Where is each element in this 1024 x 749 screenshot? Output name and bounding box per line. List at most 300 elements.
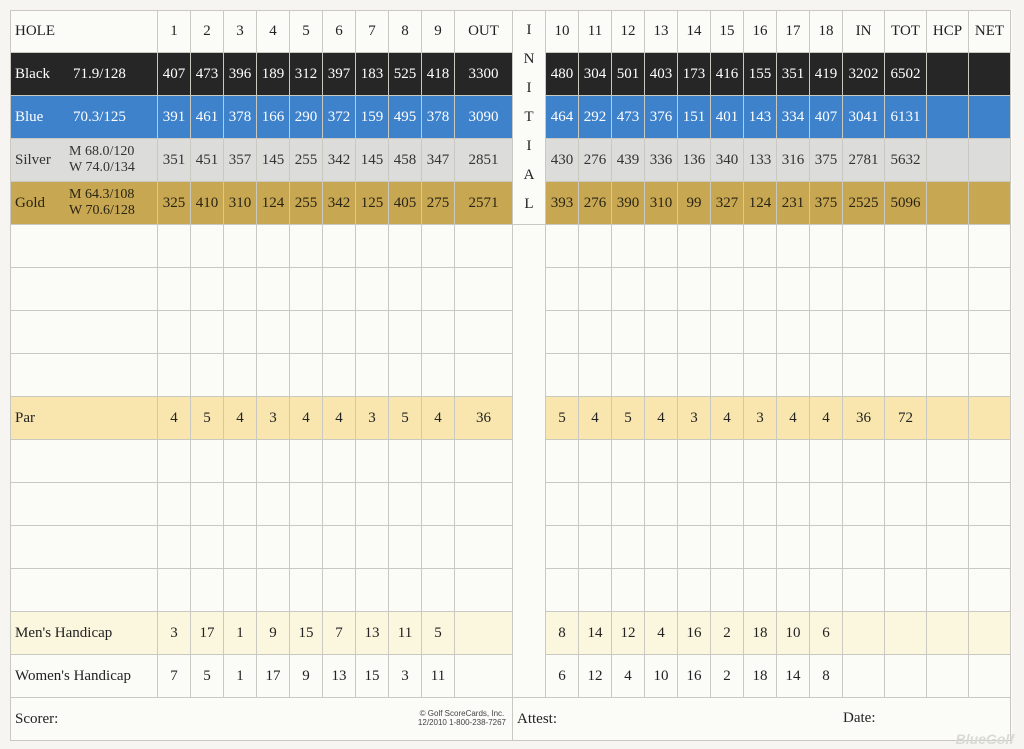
score-cell[interactable] xyxy=(885,526,927,569)
initial-letter: L xyxy=(524,196,534,212)
score-cell[interactable] xyxy=(579,268,612,311)
score-cell[interactable] xyxy=(843,569,885,612)
score-cell[interactable] xyxy=(843,440,885,483)
score-cell[interactable] xyxy=(290,268,323,311)
score-cell[interactable] xyxy=(711,311,744,354)
yardage: 143 xyxy=(744,96,777,139)
score-cell[interactable] xyxy=(11,354,158,397)
score-cell[interactable] xyxy=(356,225,389,268)
score-cell[interactable] xyxy=(224,225,257,268)
tee-row-blue xyxy=(11,96,1011,139)
tee-label xyxy=(11,96,158,139)
net-cell xyxy=(969,53,1011,96)
score-cell[interactable] xyxy=(356,440,389,483)
score-cell[interactable] xyxy=(744,569,777,612)
tee-row-gold xyxy=(11,182,1011,225)
score-cell[interactable] xyxy=(927,569,969,612)
score-cell[interactable] xyxy=(810,354,843,397)
score-cell[interactable] xyxy=(777,311,810,354)
score-cell[interactable] xyxy=(422,440,455,483)
score-cell[interactable] xyxy=(744,354,777,397)
score-cell[interactable] xyxy=(389,526,422,569)
score-cell[interactable] xyxy=(777,569,810,612)
score-cell[interactable] xyxy=(927,483,969,526)
handicap-value: 12 xyxy=(579,655,612,698)
par-row xyxy=(11,397,1011,440)
yardage: 501 xyxy=(612,53,645,96)
score-cell[interactable] xyxy=(843,268,885,311)
score-cell[interactable] xyxy=(257,354,290,397)
score-cell[interactable] xyxy=(678,483,711,526)
score-cell[interactable] xyxy=(969,440,1011,483)
yardage: 372 xyxy=(323,96,356,139)
hole-number: 11 xyxy=(579,11,612,53)
score-cell[interactable] xyxy=(969,225,1011,268)
score-cell[interactable] xyxy=(422,483,455,526)
divider-gap xyxy=(513,440,546,483)
yardage: 276 xyxy=(579,182,612,225)
initial-column xyxy=(513,11,546,225)
yardage: 401 xyxy=(711,96,744,139)
empty-cell xyxy=(969,612,1011,655)
score-cell[interactable] xyxy=(323,268,356,311)
score-cell[interactable] xyxy=(579,569,612,612)
score-cell[interactable] xyxy=(158,354,191,397)
handicap-value: 17 xyxy=(257,655,290,698)
score-cell[interactable] xyxy=(969,311,1011,354)
hole-number: 3 xyxy=(224,11,257,53)
score-row xyxy=(11,440,1011,483)
hole-number: 9 xyxy=(422,11,455,53)
score-cell[interactable] xyxy=(612,526,645,569)
score-cell[interactable] xyxy=(579,440,612,483)
tee-name: Gold xyxy=(15,194,45,211)
score-cell[interactable] xyxy=(191,354,224,397)
score-cell[interactable] xyxy=(224,268,257,311)
yardage: 334 xyxy=(777,96,810,139)
tee-label xyxy=(11,182,158,225)
score-cell[interactable] xyxy=(356,483,389,526)
score-cell[interactable] xyxy=(777,268,810,311)
score-cell[interactable] xyxy=(290,483,323,526)
score-cell[interactable] xyxy=(455,526,513,569)
score-cell[interactable] xyxy=(969,268,1011,311)
score-cell[interactable] xyxy=(158,225,191,268)
score-row xyxy=(11,483,1011,526)
score-cell[interactable] xyxy=(546,268,579,311)
score-cell[interactable] xyxy=(927,311,969,354)
score-cell[interactable] xyxy=(11,311,158,354)
yardage: 419 xyxy=(810,53,843,96)
score-cell[interactable] xyxy=(885,354,927,397)
score-cell[interactable] xyxy=(885,440,927,483)
score-cell[interactable] xyxy=(224,569,257,612)
divider-gap xyxy=(513,397,546,440)
score-cell[interactable] xyxy=(711,268,744,311)
score-cell[interactable] xyxy=(645,268,678,311)
score-cell[interactable] xyxy=(678,354,711,397)
score-cell[interactable] xyxy=(356,311,389,354)
score-cell[interactable] xyxy=(612,483,645,526)
score-cell[interactable] xyxy=(885,225,927,268)
yardage: 310 xyxy=(645,182,678,225)
score-cell[interactable] xyxy=(389,311,422,354)
handicap-value: 9 xyxy=(257,612,290,655)
score-cell[interactable] xyxy=(224,483,257,526)
score-cell[interactable] xyxy=(422,225,455,268)
score-cell[interactable] xyxy=(290,354,323,397)
score-cell[interactable] xyxy=(645,483,678,526)
score-cell[interactable] xyxy=(678,225,711,268)
handicap-value: 1 xyxy=(224,655,257,698)
yardage: 416 xyxy=(711,53,744,96)
score-cell[interactable] xyxy=(678,526,711,569)
score-cell[interactable] xyxy=(579,225,612,268)
yardage: 393 xyxy=(546,182,579,225)
handicap-value: 8 xyxy=(546,612,579,655)
par-tot: 72 xyxy=(885,397,927,440)
score-cell[interactable] xyxy=(678,311,711,354)
tee-name: Blue xyxy=(15,108,44,125)
score-cell[interactable] xyxy=(191,311,224,354)
score-cell[interactable] xyxy=(191,526,224,569)
par-value: 4 xyxy=(158,397,191,440)
score-cell[interactable] xyxy=(11,526,158,569)
yardage: 403 xyxy=(645,53,678,96)
score-cell[interactable] xyxy=(290,311,323,354)
score-cell[interactable] xyxy=(158,526,191,569)
score-cell[interactable] xyxy=(546,569,579,612)
yardage: 458 xyxy=(389,139,422,182)
score-cell[interactable] xyxy=(546,225,579,268)
score-cell[interactable] xyxy=(927,354,969,397)
score-cell[interactable] xyxy=(546,354,579,397)
initial-letter: I xyxy=(526,80,532,96)
score-cell[interactable] xyxy=(11,440,158,483)
score-cell[interactable] xyxy=(744,526,777,569)
score-cell[interactable] xyxy=(158,440,191,483)
in-total: 2525 xyxy=(843,182,885,225)
score-cell[interactable] xyxy=(885,569,927,612)
score-cell[interactable] xyxy=(645,569,678,612)
yardage: 347 xyxy=(422,139,455,182)
hole-number: 7 xyxy=(356,11,389,53)
handicap-value: 16 xyxy=(678,612,711,655)
score-cell[interactable] xyxy=(645,225,678,268)
score-cell[interactable] xyxy=(744,268,777,311)
divider-gap xyxy=(513,354,546,397)
score-cell[interactable] xyxy=(777,225,810,268)
tot-total: 6502 xyxy=(885,53,927,96)
score-cell[interactable] xyxy=(969,354,1011,397)
score-cell[interactable] xyxy=(257,483,290,526)
score-cell[interactable] xyxy=(927,268,969,311)
handicap-value: 10 xyxy=(645,655,678,698)
score-cell[interactable] xyxy=(678,440,711,483)
score-cell[interactable] xyxy=(11,569,158,612)
empty-cell xyxy=(969,655,1011,698)
yardage: 183 xyxy=(356,53,389,96)
score-cell[interactable] xyxy=(257,311,290,354)
score-cell[interactable] xyxy=(356,268,389,311)
score-row xyxy=(11,311,1011,354)
handicap-value: 17 xyxy=(191,612,224,655)
score-cell[interactable] xyxy=(356,569,389,612)
score-cell[interactable] xyxy=(969,526,1011,569)
score-cell[interactable] xyxy=(224,354,257,397)
hole-number: 13 xyxy=(645,11,678,53)
hole-number: 2 xyxy=(191,11,224,53)
score-cell[interactable] xyxy=(810,440,843,483)
score-cell[interactable] xyxy=(810,526,843,569)
score-cell[interactable] xyxy=(579,311,612,354)
yardage: 451 xyxy=(191,139,224,182)
score-cell[interactable] xyxy=(389,225,422,268)
out-total: 2571 xyxy=(455,182,513,225)
score-cell[interactable] xyxy=(612,440,645,483)
hole-number: 8 xyxy=(389,11,422,53)
empty-cell xyxy=(927,612,969,655)
score-cell[interactable] xyxy=(158,268,191,311)
yardage: 166 xyxy=(257,96,290,139)
score-cell[interactable] xyxy=(810,225,843,268)
yardage: 151 xyxy=(678,96,711,139)
score-cell[interactable] xyxy=(257,440,290,483)
handicap-value: 5 xyxy=(422,612,455,655)
score-cell[interactable] xyxy=(455,268,513,311)
score-cell[interactable] xyxy=(645,311,678,354)
score-cell[interactable] xyxy=(158,311,191,354)
score-cell[interactable] xyxy=(290,225,323,268)
score-cell[interactable] xyxy=(678,569,711,612)
score-cell[interactable] xyxy=(290,526,323,569)
scorecard-table xyxy=(10,10,1011,741)
score-cell[interactable] xyxy=(11,225,158,268)
score-cell[interactable] xyxy=(843,311,885,354)
score-cell[interactable] xyxy=(257,268,290,311)
score-cell[interactable] xyxy=(323,526,356,569)
score-cell[interactable] xyxy=(257,225,290,268)
score-cell[interactable] xyxy=(612,311,645,354)
score-cell[interactable] xyxy=(612,225,645,268)
score-cell[interactable] xyxy=(546,311,579,354)
score-cell[interactable] xyxy=(389,569,422,612)
score-cell[interactable] xyxy=(645,440,678,483)
yardage: 231 xyxy=(777,182,810,225)
score-cell[interactable] xyxy=(546,440,579,483)
score-cell[interactable] xyxy=(290,569,323,612)
handicap-value: 13 xyxy=(356,612,389,655)
score-cell[interactable] xyxy=(744,440,777,483)
divider-gap xyxy=(513,655,546,698)
score-cell[interactable] xyxy=(711,569,744,612)
initial-letter: A xyxy=(523,167,535,183)
score-cell[interactable] xyxy=(612,268,645,311)
score-cell[interactable] xyxy=(885,311,927,354)
date-label: Date: xyxy=(843,710,876,726)
score-cell[interactable] xyxy=(810,569,843,612)
score-cell[interactable] xyxy=(323,483,356,526)
tee-label xyxy=(11,139,158,182)
score-cell[interactable] xyxy=(579,354,612,397)
score-cell[interactable] xyxy=(777,440,810,483)
par-value: 4 xyxy=(711,397,744,440)
score-cell[interactable] xyxy=(843,483,885,526)
score-cell[interactable] xyxy=(191,569,224,612)
yardage: 145 xyxy=(257,139,290,182)
handicap-value: 7 xyxy=(323,612,356,655)
handicap-value: 2 xyxy=(711,655,744,698)
score-cell[interactable] xyxy=(843,526,885,569)
score-cell[interactable] xyxy=(158,569,191,612)
score-cell[interactable] xyxy=(455,311,513,354)
hole-number: 4 xyxy=(257,11,290,53)
score-cell[interactable] xyxy=(711,483,744,526)
score-cell[interactable] xyxy=(645,354,678,397)
attest-cell[interactable] xyxy=(513,698,1011,741)
score-cell[interactable] xyxy=(810,311,843,354)
handicap-value: 6 xyxy=(810,612,843,655)
score-cell[interactable] xyxy=(323,311,356,354)
score-cell[interactable] xyxy=(422,354,455,397)
hole-number: 6 xyxy=(323,11,356,53)
score-cell[interactable] xyxy=(777,526,810,569)
handicap-value: 4 xyxy=(612,655,645,698)
out-header: OUT xyxy=(455,11,513,53)
score-cell[interactable] xyxy=(744,311,777,354)
yardage: 480 xyxy=(546,53,579,96)
score-cell[interactable] xyxy=(422,526,455,569)
score-cell[interactable] xyxy=(744,225,777,268)
score-cell[interactable] xyxy=(323,225,356,268)
tee-name: Black xyxy=(15,65,50,82)
score-cell[interactable] xyxy=(257,569,290,612)
hole-number: 5 xyxy=(290,11,323,53)
score-cell[interactable] xyxy=(455,483,513,526)
womens-handicap-label: Women's Handicap xyxy=(11,655,158,698)
divider-gap xyxy=(513,311,546,354)
scorer-cell[interactable] xyxy=(11,698,513,741)
score-cell[interactable] xyxy=(711,440,744,483)
score-cell[interactable] xyxy=(224,526,257,569)
score-cell[interactable] xyxy=(389,483,422,526)
score-cell[interactable] xyxy=(843,354,885,397)
score-cell[interactable] xyxy=(885,483,927,526)
score-cell[interactable] xyxy=(323,569,356,612)
score-cell[interactable] xyxy=(678,268,711,311)
empty-cell xyxy=(843,612,885,655)
yardage: 375 xyxy=(810,182,843,225)
score-cell[interactable] xyxy=(711,354,744,397)
score-cell[interactable] xyxy=(389,268,422,311)
score-cell[interactable] xyxy=(191,440,224,483)
par-value: 3 xyxy=(744,397,777,440)
score-cell[interactable] xyxy=(323,354,356,397)
handicap-value: 15 xyxy=(290,612,323,655)
par-value: 4 xyxy=(645,397,678,440)
score-cell[interactable] xyxy=(422,268,455,311)
score-cell[interactable] xyxy=(810,268,843,311)
score-cell[interactable] xyxy=(810,483,843,526)
score-cell[interactable] xyxy=(290,440,323,483)
empty-cell xyxy=(843,655,885,698)
score-cell[interactable] xyxy=(777,483,810,526)
net-cell xyxy=(969,139,1011,182)
score-cell[interactable] xyxy=(885,268,927,311)
score-cell[interactable] xyxy=(455,225,513,268)
score-cell[interactable] xyxy=(356,526,389,569)
score-cell[interactable] xyxy=(191,225,224,268)
handicap-value: 8 xyxy=(810,655,843,698)
score-cell[interactable] xyxy=(191,483,224,526)
score-cell[interactable] xyxy=(927,440,969,483)
score-cell[interactable] xyxy=(546,526,579,569)
yardage: 396 xyxy=(224,53,257,96)
score-cell[interactable] xyxy=(579,526,612,569)
score-cell[interactable] xyxy=(455,354,513,397)
yardage: 439 xyxy=(612,139,645,182)
score-cell[interactable] xyxy=(11,483,158,526)
yardage: 292 xyxy=(579,96,612,139)
score-cell[interactable] xyxy=(927,526,969,569)
tee-row-black xyxy=(11,53,1011,96)
score-cell[interactable] xyxy=(612,354,645,397)
par-value: 5 xyxy=(389,397,422,440)
score-cell[interactable] xyxy=(191,268,224,311)
score-cell[interactable] xyxy=(777,354,810,397)
score-cell[interactable] xyxy=(546,483,579,526)
score-cell[interactable] xyxy=(11,268,158,311)
score-cell[interactable] xyxy=(158,483,191,526)
handicap-value: 16 xyxy=(678,655,711,698)
score-cell[interactable] xyxy=(645,526,678,569)
yardage: 99 xyxy=(678,182,711,225)
score-cell[interactable] xyxy=(843,225,885,268)
score-cell[interactable] xyxy=(612,569,645,612)
score-cell[interactable] xyxy=(389,354,422,397)
par-value: 4 xyxy=(579,397,612,440)
score-cell[interactable] xyxy=(422,311,455,354)
score-cell[interactable] xyxy=(257,526,290,569)
score-cell[interactable] xyxy=(711,526,744,569)
handicap-value: 14 xyxy=(777,655,810,698)
score-cell[interactable] xyxy=(323,440,356,483)
score-cell[interactable] xyxy=(224,311,257,354)
yardage: 376 xyxy=(645,96,678,139)
yardage: 136 xyxy=(678,139,711,182)
score-cell[interactable] xyxy=(927,225,969,268)
copyright xyxy=(418,709,506,727)
yardage: 378 xyxy=(422,96,455,139)
score-cell[interactable] xyxy=(969,483,1011,526)
yardage: 391 xyxy=(158,96,191,139)
score-cell[interactable] xyxy=(356,354,389,397)
score-cell[interactable] xyxy=(455,440,513,483)
score-cell[interactable] xyxy=(579,483,612,526)
score-cell[interactable] xyxy=(711,225,744,268)
score-cell[interactable] xyxy=(969,569,1011,612)
tee-rating xyxy=(69,144,135,176)
score-cell[interactable] xyxy=(422,569,455,612)
yardage: 473 xyxy=(612,96,645,139)
score-cell[interactable] xyxy=(389,440,422,483)
in-total: 3202 xyxy=(843,53,885,96)
hole-row xyxy=(11,11,1011,53)
score-cell[interactable] xyxy=(744,483,777,526)
score-cell[interactable] xyxy=(455,569,513,612)
handicap-value: 11 xyxy=(422,655,455,698)
score-cell[interactable] xyxy=(224,440,257,483)
